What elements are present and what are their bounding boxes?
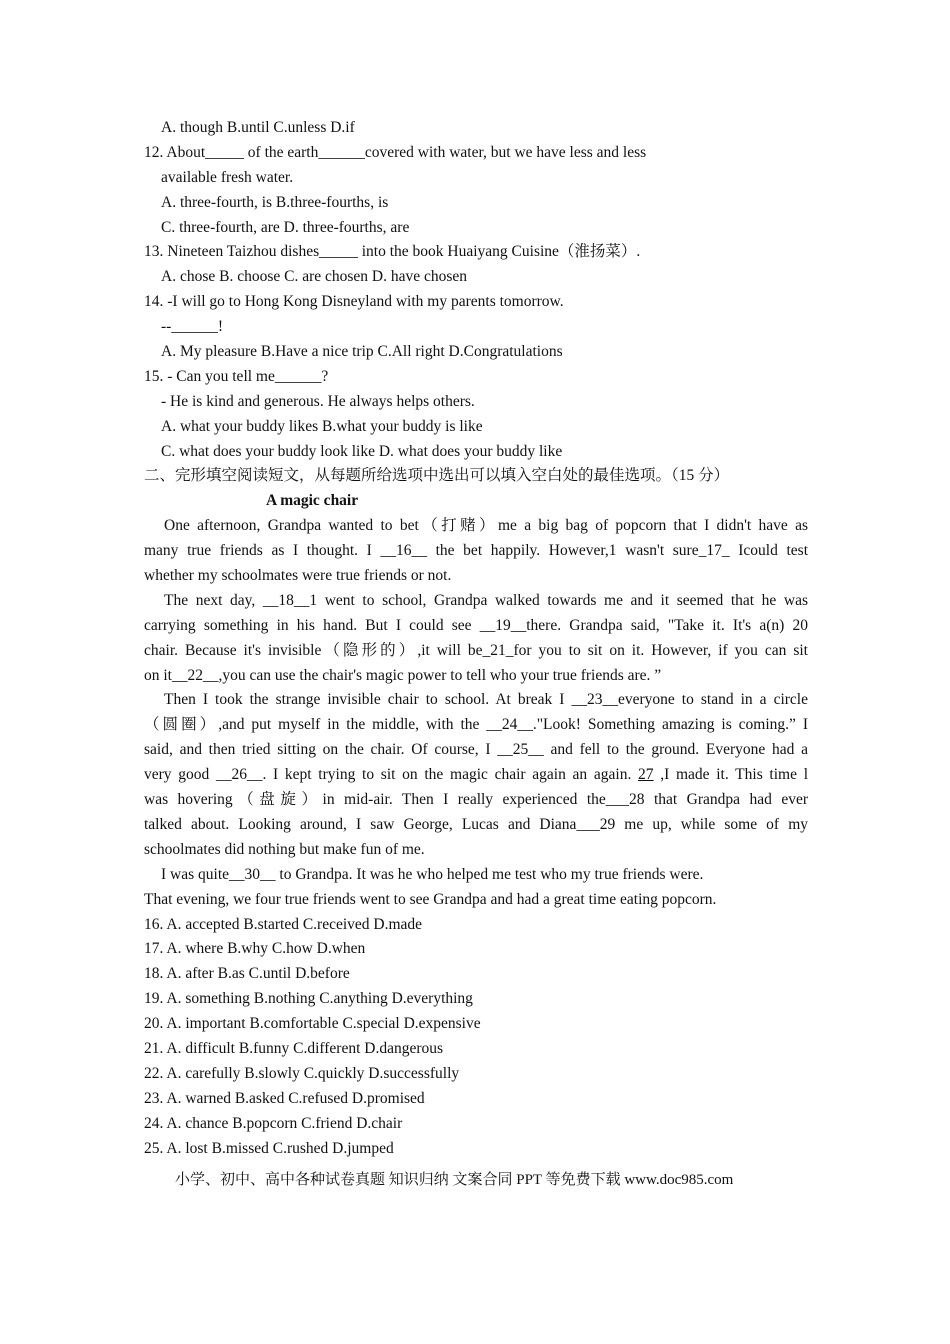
text-segment: that Grandpa had ever bbox=[644, 791, 808, 809]
text-line: 19. A. something B.nothing C.anything D.everything bbox=[144, 990, 473, 1008]
text-segment: ? bbox=[321, 367, 329, 385]
text-segment: carrying something in his hand. But I could see bbox=[144, 616, 480, 634]
text-segment: 1 went to school, Grandpa walked towards me and it seemed that he was bbox=[309, 591, 808, 609]
text-segment: ,I made it. This time l bbox=[653, 766, 808, 784]
text-segment: I was quite bbox=[161, 865, 230, 883]
text-line: 21. A. difficult B.funny C.different D.dangerous bbox=[144, 1039, 444, 1057]
text-line: 17. A. where B.why C.how D.when bbox=[144, 940, 366, 958]
text-segment: -- bbox=[161, 318, 172, 336]
text-line: - He is kind and generous. He always helps others. bbox=[161, 392, 475, 410]
text-segment: __23__ bbox=[571, 691, 618, 709]
text-line bbox=[144, 614, 808, 639]
text-line bbox=[144, 365, 808, 390]
text-segment: 15. - Can you tell me bbox=[144, 367, 275, 385]
text-line bbox=[144, 813, 808, 838]
text-segment: __19__ bbox=[479, 616, 527, 634]
text-line: 16. A. accepted B.started C.received D.made bbox=[144, 915, 423, 933]
text-segment: _____ bbox=[205, 143, 244, 161]
text-line bbox=[144, 539, 808, 564]
text-line bbox=[144, 240, 808, 265]
text-segment: chair. Because it's invisible（隐形的）,it will be bbox=[144, 641, 483, 659]
text-line: 18. A. after B.as C.until D.before bbox=[144, 965, 350, 983]
text-line: A. chose B. choose C. are chosen D. have chosen bbox=[161, 268, 468, 286]
text-line: That evening, we four true friends went to see Grandpa and had a great time eating popcorn. bbox=[144, 890, 717, 908]
text-segment: . I kept trying to sit on the magic chair again an again. bbox=[262, 766, 639, 784]
text-segment: ! bbox=[217, 318, 223, 336]
text-line bbox=[144, 589, 808, 614]
text-segment: Icould test bbox=[729, 542, 808, 560]
text-line bbox=[144, 688, 808, 713]
text-segment: ______ bbox=[274, 367, 322, 385]
text-line bbox=[144, 738, 808, 763]
text-line bbox=[144, 863, 808, 888]
text-segment: of the earth bbox=[243, 143, 319, 161]
blank-number: 27 bbox=[638, 766, 654, 784]
text-segment: ___29 bbox=[576, 815, 616, 833]
text-segment: everyone to stand in a circle bbox=[617, 691, 808, 709]
text-segment: _21_ bbox=[482, 641, 514, 659]
text-segment: _____ bbox=[319, 243, 358, 261]
text-segment: _17_ bbox=[698, 542, 730, 560]
text-line: 25. A. lost B.missed C.rushed D.jumped bbox=[144, 1139, 394, 1157]
text-segment: covered with water, but we have less and less bbox=[364, 143, 647, 161]
text-line bbox=[144, 315, 808, 340]
text-line: 22. A. carefully B.slowly C.quickly D.successfully bbox=[144, 1064, 460, 1082]
text-line bbox=[144, 763, 808, 788]
text-segment: __24__ bbox=[486, 716, 533, 734]
text-segment: ."Look! Something amazing is coming.” I bbox=[532, 716, 808, 734]
text-line: whether my schoolmates were true friends or not. bbox=[144, 567, 452, 585]
text-line: C. three-fourth, are D. three-fourths, are bbox=[161, 218, 410, 236]
text-segment: 12. About bbox=[144, 143, 206, 161]
text-line: C. what does your buddy look like D. what does your buddy like bbox=[161, 442, 563, 460]
text-segment: __22__ bbox=[172, 666, 219, 684]
text-line: 24. A. chance B.popcorn C.friend D.chair bbox=[144, 1114, 403, 1132]
text-segment: the bet happily. However,1 wasn't sure bbox=[426, 542, 699, 560]
text-line bbox=[144, 639, 808, 664]
text-segment: __30__ bbox=[229, 865, 276, 883]
text-line: A. though B.until C.unless D.if bbox=[161, 119, 355, 136]
text-segment: （圆圈）,and put myself in the middle, with the bbox=[144, 716, 487, 734]
document-body bbox=[144, 116, 808, 1161]
text-segment: __25__ bbox=[497, 741, 544, 759]
text-segment: there. Grandpa said, "Take it. It's a(n) 20 bbox=[526, 616, 808, 634]
text-line: 20. A. important B.comfortable C.special D.expensive bbox=[144, 1015, 481, 1033]
text-line bbox=[144, 788, 808, 813]
text-segment: ______ bbox=[318, 143, 365, 161]
text-segment: __18__ bbox=[262, 591, 310, 609]
text-line bbox=[144, 664, 808, 689]
text-segment: said, and then tried sitting on the chair. Of course, I bbox=[144, 741, 498, 759]
text-line: 23. A. warned B.asked C.refused D.promised bbox=[144, 1089, 425, 1107]
text-line: A. My pleasure B.Have a nice trip C.All right D.Congratulations bbox=[161, 343, 563, 361]
text-line: schoolmates did nothing but make fun of me. bbox=[144, 840, 425, 858]
text-segment: was hovering（盘旋）in mid-air. Then I really experienced the bbox=[144, 791, 606, 809]
text-line: available fresh water. bbox=[161, 168, 294, 186]
text-line bbox=[144, 141, 808, 166]
text-segment: me up, while some of my bbox=[615, 815, 808, 833]
text-segment: __16__ bbox=[380, 542, 427, 560]
text-segment: and fell to the ground. Everyone had a bbox=[543, 741, 808, 759]
text-segment: 13. Nineteen Taizhou dishes bbox=[144, 243, 320, 261]
text-segment: ,you can use the chair's magic power to tell who your true friends are. ” bbox=[218, 666, 662, 684]
text-segment: Then I took the strange invisible chair to school. At break I bbox=[164, 691, 572, 709]
text-segment: on it bbox=[144, 666, 172, 684]
text-segment: to Grandpa. It was he who helped me test who my true friends were. bbox=[275, 865, 704, 883]
passage-title: A magic chair bbox=[266, 492, 359, 510]
text-line: 14. -I will go to Hong Kong Disneyland with my parents tomorrow. bbox=[144, 293, 564, 311]
text-segment: ___28 bbox=[605, 791, 645, 809]
text-line: A. three-fourth, is B.three-fourths, is bbox=[161, 193, 389, 211]
text-segment: talked about. Looking around, I saw George, Lucas and Diana bbox=[144, 815, 577, 833]
text-line: A. what your buddy likes B.what your buddy is like bbox=[161, 417, 483, 435]
text-segment: ______ bbox=[171, 318, 218, 336]
text-line: One afternoon, Grandpa wanted to bet（打赌）me a big bag of popcorn that I didn't have as bbox=[164, 517, 808, 535]
text-line: 二、完形填空阅读短文，从每题所给选项中选出可以填入空白处的最佳选项。（15 分） bbox=[144, 467, 730, 485]
footer-text: 小学、初中、高中各种试卷真题 知识归纳 文案合同 PPT 等免费下载 www.doc985.com bbox=[175, 1172, 734, 1188]
text-segment: into the book Huaiyang Cuisine（淮扬菜）. bbox=[357, 243, 641, 261]
text-segment: very good bbox=[144, 766, 216, 784]
text-segment: The next day, bbox=[164, 591, 263, 609]
text-segment: __26__ bbox=[215, 766, 263, 784]
text-segment: for you to sit on it. However, if you can sit bbox=[513, 641, 808, 659]
text-segment: many true friends as I thought. I bbox=[144, 542, 381, 560]
text-line bbox=[144, 713, 808, 738]
